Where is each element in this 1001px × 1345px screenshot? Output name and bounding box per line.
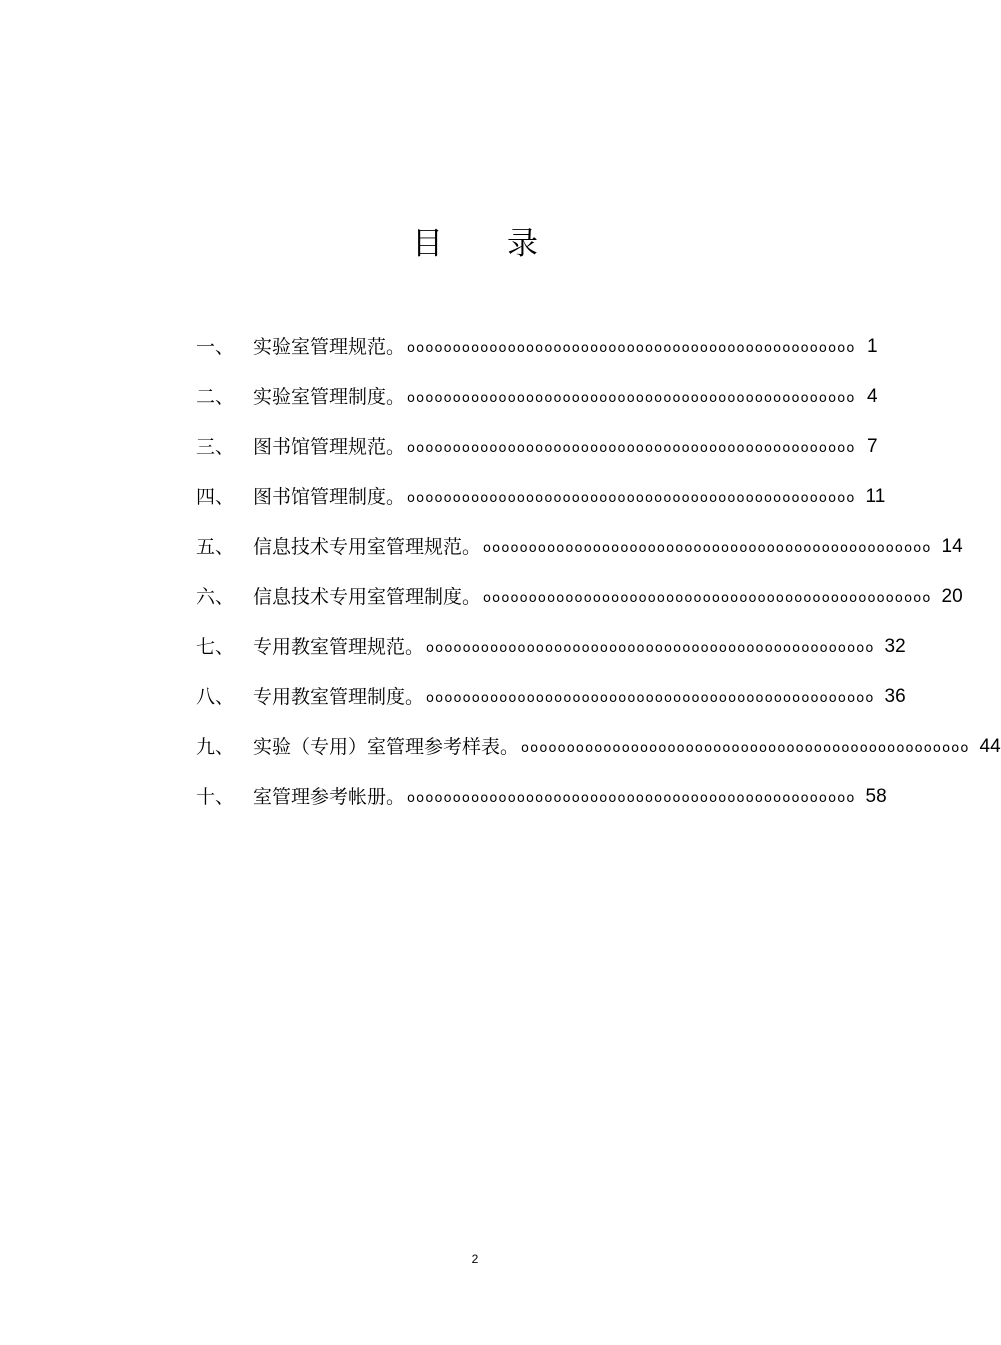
toc-entry-number: 二、 [196,386,235,408]
toc-dot-leader: ooooooooooooooooooooooooooooooooooooooooooooooooo [407,391,856,406]
toc-dot-leader: ooooooooooooooooooooooooooooooooooooooooooooooooo [521,741,970,756]
toc-entry-number: 七、 [196,636,235,658]
toc-dot-leader: ooooooooooooooooooooooooooooooooooooooooooooooooo [407,341,856,356]
toc-dot-leader: ooooooooooooooooooooooooooooooooooooooooooooooooo [407,791,856,806]
table-of-contents [196,322,1001,822]
toc-entry-number: 八、 [196,686,235,708]
toc-entry-page: 14 [941,536,963,557]
toc-entry[interactable] [196,372,878,422]
toc-entry-number: 六、 [196,586,235,608]
toc-dot-leader: ooooooooooooooooooooooooooooooooooooooooooooooooo [483,591,932,606]
toc-entry-number: 十、 [196,786,235,808]
toc-entry-number: 五、 [196,536,235,558]
toc-entry-title: 实验（专用）室管理参考样表。 [253,736,520,758]
toc-dot-leader: ooooooooooooooooooooooooooooooooooooooooooooooooo [407,441,856,456]
page-number: 2 [471,1252,479,1266]
toc-entry-page: 20 [941,586,963,607]
toc-entry-title: 实验室管理规范。 [253,336,406,358]
toc-entry[interactable] [196,572,963,622]
toc-entry-page: 58 [865,786,887,807]
toc-entry[interactable] [196,322,878,372]
toc-entry-title: 信息技术专用室管理规范。 [253,536,482,558]
toc-title [0,222,950,266]
toc-entry-title: 图书馆管理规范。 [253,436,406,458]
toc-entry-page: 36 [884,686,906,707]
toc-entry-title: 专用教室管理规范。 [253,636,425,658]
toc-entry-title: 专用教室管理制度。 [253,686,425,708]
toc-entry-page: 7 [866,436,878,457]
toc-entry-number: 一、 [196,336,235,358]
toc-entry[interactable] [196,772,887,822]
toc-title-char-1: 目 [412,226,443,262]
toc-dot-leader: ooooooooooooooooooooooooooooooooooooooooooooooooo [483,541,932,556]
toc-entry-title: 信息技术专用室管理制度。 [253,586,482,608]
toc-entry[interactable] [196,522,963,572]
toc-title-char-2: 录 [507,226,538,262]
toc-entry-page: 32 [884,636,906,657]
toc-entry[interactable] [196,622,906,672]
toc-entry[interactable] [196,672,906,722]
toc-entry-number: 九、 [196,736,235,758]
toc-dot-leader: ooooooooooooooooooooooooooooooooooooooooooooooooo [426,641,875,656]
toc-dot-leader: ooooooooooooooooooooooooooooooooooooooooooooooooo [407,491,856,506]
toc-entry[interactable] [196,472,886,522]
toc-entry[interactable] [196,422,878,472]
toc-dot-leader: ooooooooooooooooooooooooooooooooooooooooooooooooo [426,691,875,706]
toc-entry-page: 44 [979,736,1001,757]
toc-entry-number: 三、 [196,436,235,458]
toc-entry-page: 11 [865,486,886,507]
toc-entry[interactable] [196,722,1001,772]
toc-entry-page: 4 [866,386,878,407]
toc-entry-number: 四、 [196,486,235,508]
toc-entry-title: 室管理参考帐册。 [253,786,406,808]
toc-entry-page: 1 [866,336,878,357]
toc-entry-title: 图书馆管理制度。 [253,486,406,508]
toc-entry-title: 实验室管理制度。 [253,386,406,408]
